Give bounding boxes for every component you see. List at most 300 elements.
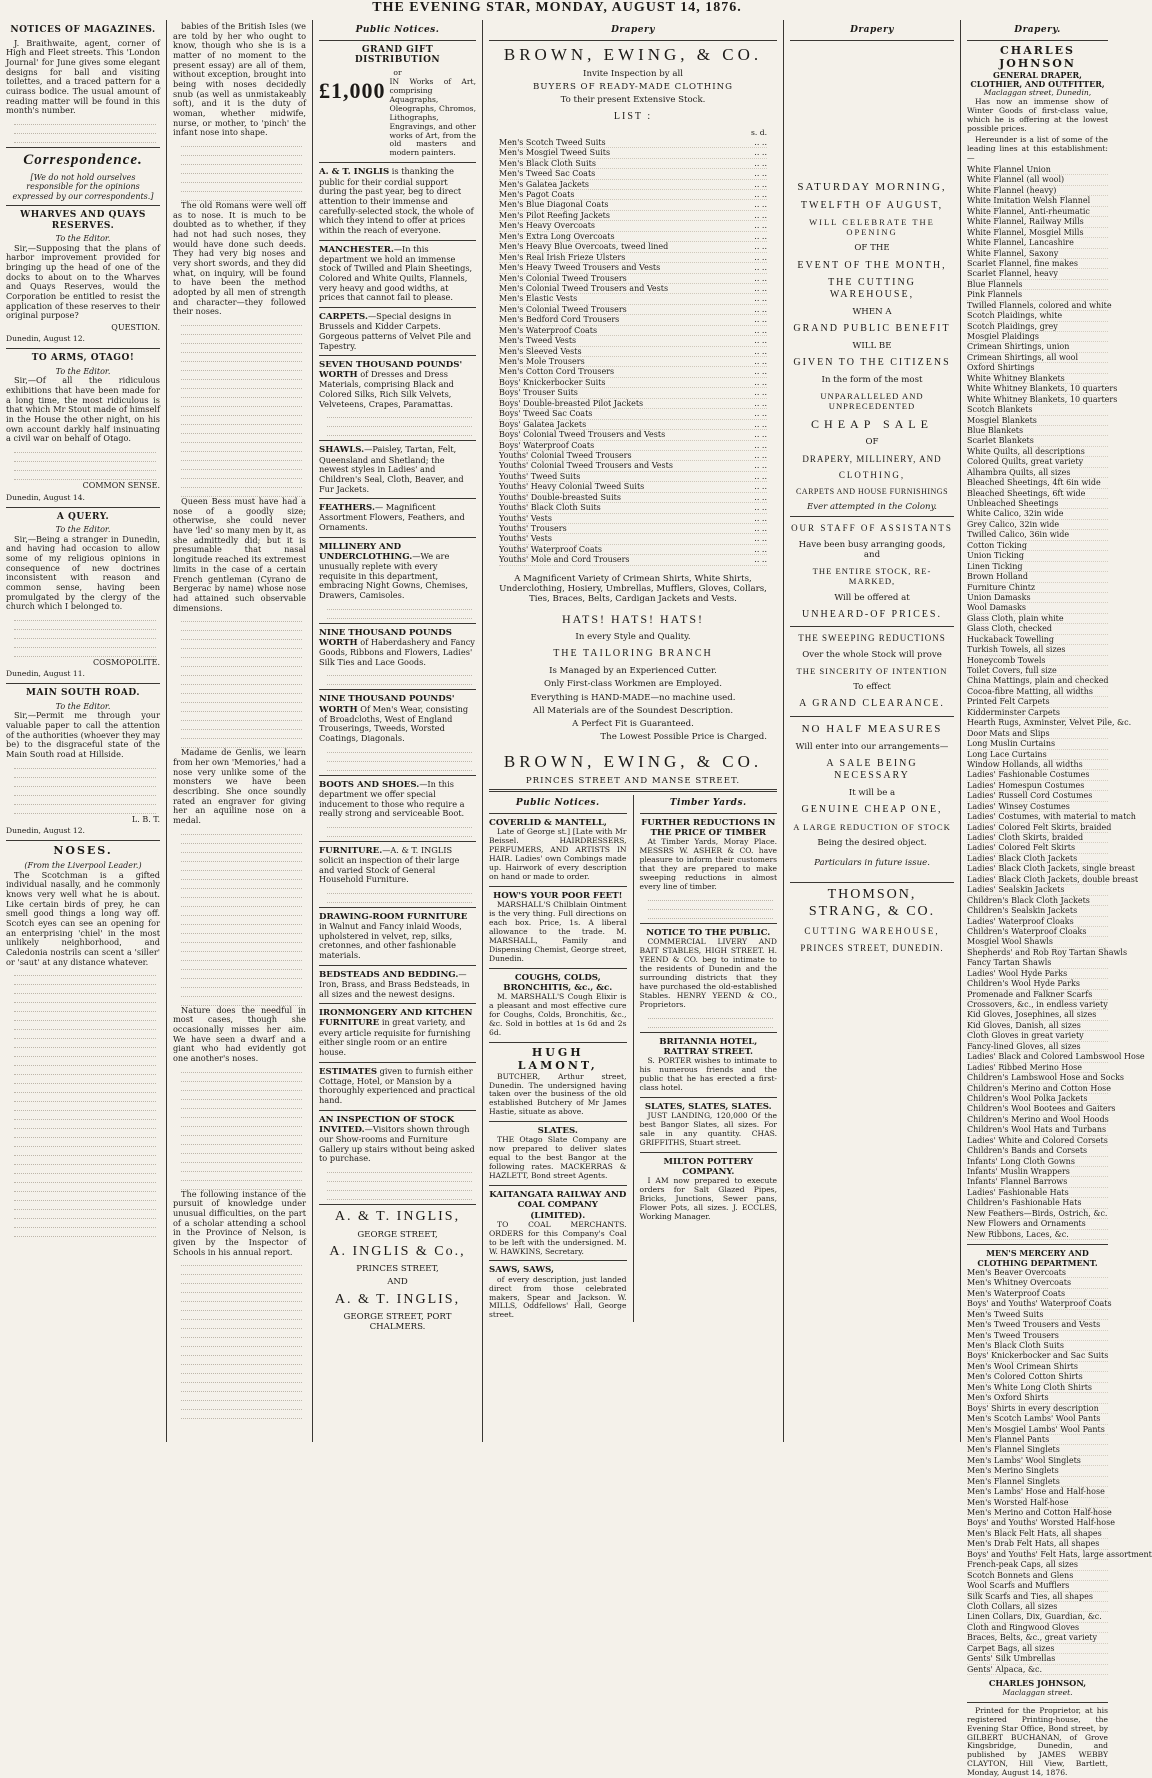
list-item: Children's Wool Polka Jackets: [967, 1094, 1108, 1104]
list-item: Boys' Galatea Jackets .. ..: [499, 419, 767, 429]
list-item: Ladies' Colored Felt Skirts: [967, 843, 1108, 853]
list-item: Men's Flannel Singlets: [967, 1477, 1108, 1487]
section-header: Timber Yards.: [669, 798, 747, 809]
sale-line: THE ENTIRE STOCK, RE-MARKED,: [812, 566, 932, 587]
letter: [6, 210, 160, 344]
list-item: Men's Colonial Tweed Trousers .. ..: [499, 273, 767, 283]
list-item: White Flannel, Anti-rheumatic: [967, 207, 1108, 217]
notice-text: THE Otago Slate Company are now prepared to deliver slates equal to the best Bangor at the following rates. MACKERRAS & HAZLETT, Bond street Agents.: [489, 1135, 627, 1181]
sale-line: OF: [865, 437, 879, 448]
ad-block: [319, 503, 476, 532]
section-header: Drapery: [850, 25, 894, 35]
list-item: Children's Wool Hyde Parks: [967, 979, 1108, 989]
list-item: Glass Cloth, plain white: [967, 614, 1108, 624]
list-item: Union Ticking: [967, 551, 1108, 561]
list-item: Men's Wool Crimean Shirts: [967, 1362, 1108, 1372]
disclaimer: [We do not hold ourselves responsible for the opinions expressed by our correspondents.]: [12, 172, 154, 201]
list-item: Men's Tweed Trousers and Vests: [967, 1320, 1108, 1330]
notice-head: BRITANNIA HOTEL, RATTRAY STREET.: [659, 1036, 758, 1057]
list-item: Men's Black Cloth Suits .. ..: [499, 158, 767, 168]
list-item: Shepherds' and Rob Roy Tartan Shawls: [967, 947, 1128, 957]
list-item: New Flowers and Ornaments: [967, 1219, 1108, 1229]
list-item: Children's Fashionable Hats: [967, 1198, 1108, 1208]
ad-text: —In this department we offer special inducement to those who require a really strong and serviceable Boot.: [319, 778, 465, 819]
list-item: Men's Colonial Tweed Trousers and Vests .. ..: [499, 283, 767, 293]
list-item: Men's Oxford Shirts: [967, 1393, 1108, 1403]
notice-head: HOW'S YOUR POOR FEET!: [493, 890, 623, 901]
list-item: White Flannel, Lancashire: [967, 238, 1108, 248]
list-item: Men's Mosgiel Lambs' Wool Pants: [967, 1425, 1108, 1435]
firm-address: PRINCES STREET AND MANSE STREET.: [525, 776, 741, 787]
tailoring-title: THE TAILORING BRANCH: [553, 648, 713, 660]
list-item: Men's Beaver Overcoats: [967, 1268, 1108, 1278]
article-paragraph: babies of the British Isles (we are told by her who ought to know, though who she is is a matter of no moment to the present essay) are all of them, without exception, brought into being with noses decidedly snub (as well as unmistakeably soft), and it is the duty of woman, whether midwife, nurse, or mother, to 'pinch' the infant nose into shape.: [173, 21, 306, 138]
list-item: Scotch Bonnets and Glens: [967, 1571, 1108, 1581]
list-item: Men's Black Felt Hats, all shapes: [967, 1529, 1108, 1539]
mens-title: MEN'S MERCERY AND CLOTHING DEPARTMENT.: [977, 1248, 1098, 1268]
sale-line: WILL BE: [852, 340, 892, 351]
notice-text: COMMERCIAL LIVERY AND BAIT STABLES, HIGH STREET. H. YEEND & CO. beg to intimate to the residents of Dunedin and the surrounding districts that they have purchased the old-established Stables. HENRY YEEND & CO., Proprietors.: [639, 937, 777, 1009]
list-item: Children's Waterproof Cloaks: [967, 927, 1108, 937]
letter-text: Sir,—Permit me through your valuable paper to call the attention of the authorities (whoever they may be) to the disgraceful state of the Main South road at Hillside.: [6, 710, 160, 760]
sign-inglis-2: A. INGLIS & Co.,: [329, 1243, 466, 1259]
column-6: [961, 20, 1152, 1778]
ad-block: [319, 1067, 476, 1106]
list-item: Gents' Alpaca, &c.: [967, 1665, 1108, 1675]
list-item: Door Mats and Slips: [967, 729, 1108, 739]
notice-head: SAWS, SAWS,: [489, 1265, 554, 1276]
letter-to: To the Editor.: [55, 525, 111, 535]
list-item: Men's Pilot Reefing Jackets .. ..: [499, 210, 767, 220]
sale-line: SATURDAY MORNING,: [797, 180, 947, 193]
letter-signature: COSMOPOLITE.: [92, 657, 160, 667]
list-item: Cloth Gloves in great variety: [967, 1031, 1108, 1041]
list-item: Men's Lambs' Wool Singlets: [967, 1456, 1108, 1466]
sale-line: EVENT OF THE MONTH,: [797, 259, 947, 271]
letter: [6, 512, 160, 680]
list-item: Union Damasks: [967, 593, 1108, 603]
list-currency: s. d.: [751, 127, 767, 137]
list-item: Ladies' Colored Felt Skirts, braided: [967, 822, 1112, 832]
list-item: Ladies' Black Cloth Jackets, single breast: [967, 864, 1135, 874]
ad-head: NINE THOUSAND POUNDS' WORTH: [319, 694, 455, 715]
list-item: Men's Heavy Overcoats .. ..: [499, 221, 767, 231]
ad-head: BOOTS AND SHOES.: [319, 779, 420, 790]
article-paragraph: Queen Bess must have had a nose of a goodly size; otherwise, she could never have 'led' so many men by it, as she admittedly did; but it is presumable that nasal longitude reached its extremest limits in the case of a certain French gentleman (Cyrano de Bergerac by name) whose nose had attained such observable dimensions.: [173, 496, 306, 613]
tailoring-line: The Lowest Possible Price is Charged.: [600, 731, 767, 742]
list-item: White Flannel (all wool): [967, 175, 1108, 185]
letter-signature: QUESTION.: [111, 323, 160, 333]
printer-imprint: Printed for the Proprietor, at his registered Printing-house, the Evening Star Office, Bond street, by GILBERT BUCHANAN, of Grove Kingsbridge, Dunedin, and published by JAMES WEBBY CLAYTON, Hill View, Bartlett, Monday, August 14, 1876.: [967, 1705, 1108, 1778]
list-item: Infants' Flannel Barrows: [967, 1177, 1108, 1187]
list-item: Colored Quilts, great variety: [967, 457, 1108, 467]
list-item: Bleached Sheetings, 4ft 6in wide: [967, 478, 1108, 488]
letter-place: Dunedin, August 14.: [6, 492, 85, 502]
list-item: Fancy Tartan Shawls: [967, 958, 1108, 968]
list-item: Youths' Colonial Tweed Trousers .. ..: [499, 450, 767, 460]
sale-line: In the form of the most: [821, 374, 923, 385]
firm-address: PRINCES STREET, DUNEDIN.: [800, 942, 944, 953]
ad-text: —Paisley, Tartan, Felt, Queensland and Shetland; the newest styles in Ladies' and Children's Seal, Cloth, Beaver, and Fur Jackets.: [319, 444, 464, 494]
sale-line: Ever attempted in the Colony.: [806, 502, 938, 513]
notice-text: TO COAL MERCHANTS. ORDERS for this Company's Coal to be left with the undersigned. M. W. HAWKINS, Secretary.: [489, 1219, 627, 1256]
list-item: Silk Scarfs and Ties, all shapes: [967, 1592, 1108, 1602]
list-item: Boys' Tweed Sac Coats .. ..: [499, 409, 767, 419]
sale-line: THE SWEEPING REDUCTIONS: [798, 633, 946, 644]
ad-block: [319, 1008, 476, 1057]
merchant-intro: Has now an immense show of Winter Goods of first-class value, which he is offering at the lowest possible prices.: [967, 97, 1108, 134]
list-item: Boys' Trouser Suits .. ..: [499, 388, 767, 398]
section-header: Public Notices.: [355, 25, 440, 35]
ad-block: [319, 780, 476, 819]
list-item: Ladies' Costumes, with material to match: [967, 812, 1136, 822]
column-2: [167, 20, 312, 1440]
letter-text: Sir,—Supposing that the plans of harbor improvement provided for bringing up the head of one of the docks to about on to the Wharves and Quays Reserves, would the Corporation be entitled to resist the application of these reserves to their original purpose?: [6, 242, 160, 321]
hats-sub: In every Style and Quality.: [575, 632, 691, 643]
list-item: Men's Lambs' Hose and Half-hose: [967, 1487, 1108, 1497]
magazines-title: NOTICES OF MAGAZINES.: [10, 25, 156, 35]
list-item: Cloth Collars, all sizes: [967, 1602, 1108, 1612]
letter-text: Sir,—Of all the ridiculous exhibitions that have been made for a long time, the most ridiculous is that which Mr Stout made of himself in the House the other night, on his own account darkly half insinuating a civil war on behalf of Otago.: [6, 375, 160, 444]
sale-line: Over the whole Stock will prove: [802, 650, 942, 661]
list-item: Scotch Plaidings, grey: [967, 322, 1108, 332]
list-item: White Flannel (heavy): [967, 186, 1108, 196]
sale-line: A LARGE REDUCTION OF STOCK: [793, 821, 951, 832]
firm-name: BROWN, EWING, & CO.: [503, 44, 763, 64]
list-title: LIST :: [613, 111, 653, 123]
ad-head: SHAWLS.: [319, 445, 365, 456]
sale-line: WILL CELEBRATE THE OPENING: [809, 217, 935, 238]
list-item: Twilled Calico, 36in wide: [967, 530, 1108, 540]
article-paragraph: The old Romans were well off as to nose. It is much to be doubted as to whether, if they had not had such noses, they would have done such deeds. They had very big noses and very short swords, and they did what, on inquiry, will be found to have been the method adopted by all men of strength and character—they followed their noses.: [173, 200, 306, 317]
ad-text: in Walnut and Fancy inlaid Woods, upholstered in velvet, rep, silks, cretonnes, and other fashionable materials.: [319, 921, 462, 961]
list-item: White Calico, 32in wide: [967, 509, 1108, 519]
list-item: Hearth Rugs, Axminster, Velvet Pile, &c.: [967, 718, 1132, 728]
list-item: Pink Flannels: [967, 290, 1108, 300]
letter-text: Sir,—Being a stranger in Dunedin, and having had occasion to allow some of my religious opinions in consequence of new doctrines inconsistent with reason and common sense, having been promulgated by the clergy of the church which I belonged to.: [6, 533, 160, 612]
list-item: Scotch Plaidings, white: [967, 311, 1108, 321]
ad-head: FURNITURE.: [319, 845, 383, 856]
notice-head: SLATES.: [537, 1126, 578, 1137]
section-header: Drapery: [611, 25, 655, 35]
ad-text: Of Men's Wear, consisting of Broadcloths, West of England Trouserings, Tweeds, Worsted Coatings, Diagonals.: [319, 703, 469, 744]
list-item: White Quilts, all descriptions: [967, 447, 1108, 457]
sale-line: Will enter into our arrangements—: [795, 742, 949, 753]
letter-place: Dunedin, August 11.: [6, 669, 85, 679]
list-item: Bleached Sheetings, 6ft wide: [967, 489, 1108, 499]
notice-text: JUST LANDING, 120,000 Of the best Bangor Slates, all sizes. For sale in any quantity. CHAS. GRIFFITHS, Stuart street.: [639, 1110, 777, 1147]
notice-text: I AM now prepared to execute orders for Salt Glazed Pipes, Bricks, Junctions, Sewer pans, Flower Pots, all sizes. J. ECCLES, Working Manager.: [639, 1176, 777, 1221]
sale-line: OUR STAFF OF ASSISTANTS: [791, 523, 953, 534]
ad-head: AN INSPECTION OF STOCK INVITED.: [319, 1114, 455, 1135]
ad-head: FEATHERS.: [319, 503, 375, 514]
column-1: [0, 20, 166, 1440]
invite-line: Invite Inspection by all: [583, 68, 683, 79]
list-item: Scarlet Flannel, heavy: [967, 269, 1108, 279]
gift-text: IN Works of Art, comprising Aquagraphs, Oleographs, Chromos, Lithographs, Engravings, and other works of Art, from the old masters and modern painters.: [389, 76, 476, 158]
ad-block: [319, 912, 476, 961]
sale-line: A GRAND CLEARANCE.: [799, 698, 945, 710]
list-item: Cocoa-fibre Matting, all widths: [967, 687, 1108, 697]
sale-line: GENUINE CHEAP ONE,: [801, 804, 943, 816]
merchant-signature: CHARLES JOHNSON,: [988, 1678, 1087, 1689]
ad-block: [319, 970, 476, 999]
list-item: Ladies' Fashionable Hats: [967, 1188, 1108, 1198]
tailoring-line: Only First-class Workmen are Employed.: [543, 679, 723, 690]
list-item: Printed Felt Carpets: [967, 697, 1108, 707]
list-item: White Flannel Union: [967, 165, 1108, 175]
ad-block: [319, 312, 476, 351]
list-item: Men's Scotch Lambs' Wool Pants: [967, 1414, 1108, 1424]
public-notices-right: [640, 795, 778, 1322]
ad-text: given to furnish either Cottage, Hotel, or Mansion by a thoroughly experienced and practical hand.: [319, 1065, 476, 1106]
sale-line: Being the desired object.: [817, 838, 927, 849]
ad-text: — Iron, Brass, and Brass Bedsteads, in all sizes and the newest designs.: [319, 968, 470, 999]
list-item: Mosgiel Wool Shawls: [967, 937, 1108, 947]
list-item: Carpet Bags, all sizes: [967, 1644, 1108, 1654]
list-item: Men's Colonial Tweed Trousers .. ..: [499, 304, 767, 314]
letter-place: Dunedin, August 12.: [6, 334, 85, 344]
list-item: Ladies' Waterproof Cloaks: [967, 917, 1108, 927]
merchant-address: Maclaggan street, Dunedin,: [983, 88, 1092, 98]
letter-title: A QUERY.: [56, 511, 110, 522]
letter-title: TO ARMS, OTAGO!: [31, 353, 135, 364]
list-item: Men's Mole Trousers .. ..: [499, 357, 767, 367]
list-item: Children's Lambswool Hose and Socks: [967, 1073, 1125, 1083]
list-item: Linen Ticking: [967, 562, 1108, 572]
list-item: Boys' Shirts in every description: [967, 1404, 1108, 1414]
ad-head: A. & T. INGLIS: [319, 167, 390, 178]
list-item: Blue Flannels: [967, 280, 1108, 290]
list-item: White Whitney Blankets: [967, 374, 1108, 384]
list-item: Scarlet Blankets: [967, 436, 1108, 446]
list-item: Men's Blue Diagonal Coats .. ..: [499, 200, 767, 210]
list-item: Men's Real Irish Frieze Ulsters .. ..: [499, 252, 767, 262]
firm-sub: CUTTING WAREHOUSE,: [804, 926, 940, 937]
notice-head: KAITANGATA RAILWAY AND COAL COMPANY (LIMITED).: [489, 1190, 627, 1221]
ad-block: [319, 445, 476, 494]
list-item: Ladies' Black Cloth Jackets: [967, 854, 1108, 864]
sale-line: NO HALF MEASURES: [801, 723, 943, 736]
sign-inglis-1-street: GEORGE STREET,: [357, 1229, 438, 1240]
gift-amount: £1,000: [319, 77, 386, 103]
list-item: Mosgiel Plaidings: [967, 332, 1108, 342]
list-item: Ladies' Black and Colored Lambswool Hose: [967, 1052, 1145, 1062]
ad-head: IRONMONGERY AND KITCHEN FURNITURE: [319, 1008, 473, 1029]
sale-line: Particulars in future issue.: [814, 858, 930, 869]
sale-line: OF THE: [854, 243, 890, 254]
sign-and: AND: [387, 1277, 408, 1288]
sale-line: CARPETS AND HOUSE FURNISHINGS: [795, 486, 949, 496]
list-item: Ladies' Ribbed Merino Hose: [967, 1063, 1108, 1073]
variety-line: A Magnificent Variety of Crimean Shirts, White Shirts, Underclothing, Hosiery, Umbrellas, Mufflers, Gloves, Collars, Ties, Braces, Belts, Cardigan Jackets and Vests.: [499, 573, 767, 605]
ad-text: —In this department we hold an immense stock of Twilled and Plain Sheetings, Colored and White Quilts, Flannels, very heavy and good widths, at prices that cannot fail to please.: [319, 243, 473, 303]
sign-inglis-2-street: PRINCES STREET,: [356, 1264, 439, 1275]
list-item: Furniture Chintz: [967, 583, 1108, 593]
ad-block: [319, 628, 476, 668]
list-item: Crossovers, &c., in endless variety: [967, 1000, 1108, 1010]
list-item: Men's Merino and Cotton Half-hose: [967, 1508, 1112, 1518]
list-item: Men's Heavy Blue Overcoats, tweed lined .. ..: [499, 242, 767, 252]
ad-block: [319, 694, 476, 743]
firm-name: THOMSON, STRANG, & CO.: [808, 887, 936, 919]
ad-head: MANCHESTER.: [319, 244, 394, 255]
list-item: Kid Gloves, Josephines, all sizes: [967, 1010, 1108, 1020]
list-item: Ladies' White and Colored Corsets: [967, 1135, 1108, 1145]
list-item: White Whitney Blankets, 10 quarters: [967, 384, 1118, 394]
notice-head: COVERLID & MANTELL,: [489, 817, 607, 828]
ad-text: of Dresses and Dress Materials, comprising Black and Colored Silks, Rich Silk Velvets, Velveteens, Crapes, Paramattas.: [319, 369, 454, 409]
sale-line: THE CUTTING WAREHOUSE,: [828, 277, 916, 301]
list-item: Men's Heavy Tweed Trousers and Vests .. ..: [499, 263, 767, 273]
list-item: Men's Tweed Suits: [967, 1310, 1108, 1320]
list-item: Long Lace Curtains: [967, 750, 1108, 760]
letter-to: To the Editor.: [55, 367, 111, 377]
list-item: Children's Black Cloth Jackets: [967, 896, 1108, 906]
sale-line: DRAPERY, MILLINERY, AND: [802, 453, 942, 464]
notice-head: MILTON POTTERY COMPANY.: [663, 1156, 754, 1177]
notice-head: HUGH LAMONT,: [517, 1045, 598, 1072]
list-item: Fancy-lined Gloves, all sizes: [967, 1042, 1108, 1052]
list-item: Ladies' Black Cloth Jackets, double breast: [967, 874, 1139, 884]
list-item: Youths' Heavy Colonial Tweed Suits .. ..: [499, 482, 767, 492]
list-item: Children's Merino and Wool Hoods: [967, 1114, 1109, 1124]
list-item: Cloth and Ringwood Gloves: [967, 1623, 1108, 1633]
list-item: Window Hollands, all widths: [967, 760, 1108, 770]
list-item: Mosgiel Blankets: [967, 416, 1108, 426]
mens-list: [967, 1267, 1152, 1675]
noses-title: NOSES.: [53, 844, 113, 858]
public-notices-left: [489, 795, 627, 1322]
firm-name-2: BROWN, EWING, & CO.: [503, 752, 763, 772]
ad-text: —Special designs in Brussels and Kidder Carpets. Gorgeous patterns of Velvet Pile and Tapestry.: [319, 311, 472, 351]
list-item: Children's Merino and Cotton Hose: [967, 1083, 1111, 1093]
sale-line: GRAND PUBLIC BENEFIT: [793, 323, 951, 335]
sign-inglis-3: A. & T. INGLIS,: [334, 1291, 461, 1307]
list-item: Ladies' Winsey Costumes: [967, 802, 1108, 812]
list-item: Youths' Black Cloth Suits .. ..: [499, 503, 767, 513]
list-item: Linen Collars, Dix, Guardian, &c.: [967, 1612, 1108, 1622]
list-item: Men's Cotton Cord Trousers .. ..: [499, 367, 767, 377]
list-item: Men's Colored Cotton Shirts: [967, 1372, 1108, 1382]
list-item: Kid Gloves, Danish, all sizes: [967, 1021, 1108, 1031]
clothing-list: [499, 138, 767, 566]
article-paragraph: Madame de Genlis, we learn from her own 'Memories,' had a nose very unlike some of the monsters we have been describing. She once soundly rated an engraver for giving her an aquiline nose on a medal.: [173, 747, 306, 825]
notice-text: of every description, just landed direct from those celebrated makers, Spear and Jackson. W. MILLS, Oddfellows' Hall, George street.: [489, 1274, 627, 1320]
list-item: White Imitation Welsh Flannel: [967, 196, 1108, 206]
ad-head: BEDSTEADS AND BEDDING.: [319, 969, 459, 980]
notice-head: SLATES, SLATES, SLATES.: [644, 1101, 772, 1112]
list-item: Ladies' Wool Hyde Parks: [967, 969, 1108, 979]
list-item: Men's Galatea Jackets .. ..: [499, 179, 767, 189]
list-item: Toilet Covers, full size: [967, 666, 1108, 676]
ad-block: [319, 1115, 476, 1164]
list-item: Children's Bands and Corsets: [967, 1146, 1108, 1156]
list-item: Men's Merino Singlets: [967, 1466, 1108, 1476]
list-item: Unbleached Sheetings: [967, 499, 1108, 509]
list-item: Ladies' Fashionable Costumes: [967, 770, 1108, 780]
letter-signature: L. B. T.: [131, 814, 160, 824]
list-item: Youths' Tweed Suits .. ..: [499, 471, 767, 481]
list-item: Twilled Flannels, colored and white: [967, 300, 1112, 310]
tailoring-line: Is Managed by an Experienced Cutter.: [549, 666, 717, 677]
list-item: Long Muslin Curtains: [967, 739, 1108, 749]
list-item: Boys' and Youths' Waterproof Coats: [967, 1299, 1112, 1309]
notice-head: COUGHS, COLDS, BRONCHITIS, &c., &c.: [503, 972, 613, 993]
list-item: Alhambra Quilts, all sizes: [967, 468, 1108, 478]
list-item: Men's Black Cloth Suits: [967, 1341, 1108, 1351]
list-item: Men's Tweed Trousers: [967, 1331, 1108, 1341]
list-item: Youths' Double-breasted Suits .. ..: [499, 492, 767, 502]
list-item: Men's Flannel Singlets: [967, 1445, 1108, 1455]
list-item: French-peak Caps, all sizes: [967, 1560, 1108, 1570]
list-item: Boys' Knickerbocker and Sac Suits: [967, 1351, 1109, 1361]
list-item: Youths' Vests .. ..: [499, 513, 767, 523]
list-item: Ladies' Cloth Skirts, braided: [967, 833, 1108, 843]
notice-head: FURTHER REDUCTIONS IN THE PRICE OF TIMBER: [641, 817, 776, 839]
sale-line: Will be offered at: [834, 592, 910, 603]
sale-line: It will be a: [848, 787, 896, 798]
noses-text: The Scotchman is a gifted individual nasally, and he commonly knows very well what he is about. Like certain birds of prey, he can smell good things a long way off. Scotch eyes can see an opening for an enterprising 'chiel' in the most unlikely neighborhood, and Caledonia nostrils can scent a 'siller' or 'saut' at any distance whatever.: [6, 869, 160, 967]
ad-text: is thanking the public for their cordial support during the past year, beg to direct attention to their immense and carefully-selected stock, the whole of which they intend to offer at prices within the reach of everyone.: [319, 166, 474, 235]
list-item: Men's Extra Long Overcoats .. ..: [499, 231, 767, 241]
ad-head: CARPETS.: [319, 312, 368, 323]
drapery-list: [967, 165, 1145, 1240]
tailoring-line: All Materials are of the Soundest Description.: [532, 705, 734, 716]
notice-text: BUTCHER, Arthur street, Dunedin. The undersigned having taken over the business of the old established Butchery of Mr James Hastie, situate as above.: [489, 1071, 627, 1117]
sale-line: A SALE BEING NECESSARY: [826, 758, 918, 782]
ad-head: DRAWING-ROOM FURNITURE: [319, 912, 468, 922]
letter: [6, 688, 160, 836]
list-item: Brown Holland: [967, 572, 1108, 582]
list-item: Honeycomb Towels: [967, 656, 1108, 666]
masthead: THE EVENING STAR, MONDAY, AUGUST 14, 1876.: [372, 0, 742, 15]
list-item: Youths' Mole and Cord Trousers .. ..: [499, 555, 767, 565]
list-item: Men's Scotch Tweed Suits .. ..: [499, 137, 767, 147]
list-item: Men's Worsted Half-hose: [967, 1498, 1108, 1508]
list-item: White Flannel, Saxony: [967, 249, 1108, 259]
sale-line: To effect: [853, 682, 891, 693]
list-item: Turkish Towels, all sizes: [967, 645, 1108, 655]
sign-inglis-3-street: GEORGE STREET, PORT CHALMERS.: [343, 1312, 452, 1333]
list-item: Infants' Muslin Wrappers: [967, 1167, 1108, 1177]
list-item: Cotton Ticking: [967, 541, 1108, 551]
notice-head: NOTICE TO THE PUBLIC.: [646, 927, 771, 938]
ad-text: —A. & T. INGLIS solicit an inspection of their large and varied Stock of General Household Furniture.: [319, 844, 460, 885]
list-item: Oxford Shirtings: [967, 363, 1108, 373]
list-item: White Flannel, Mosgiel Mills: [967, 228, 1108, 238]
list-item: Youths' Vests .. ..: [499, 534, 767, 544]
list-item: Scotch Blankets: [967, 405, 1108, 415]
ad-block: [319, 542, 476, 601]
stock-line: To their present Extensive Stock.: [560, 94, 706, 105]
list-item: Men's Waterproof Coats .. ..: [499, 325, 767, 335]
sale-line: UNHEARD-OF PRICES.: [802, 608, 942, 620]
list-item: White Flannel, Railway Mills: [967, 217, 1108, 227]
notice-text: M. MARSHALL'S Cough Elixir is a pleasant and most effective cure for Coughs, Colds, Bronchitis, &c., &c. Sold in bottles at 1s 6d and 2s 6d.: [489, 991, 627, 1037]
ad-head: MILLINERY AND UNDERCLOTHING.: [319, 541, 413, 562]
list-item: Wool Damasks: [967, 603, 1108, 613]
list-item: Men's Whitney Overcoats: [967, 1278, 1108, 1288]
letter-place: Dunedin, August 12.: [6, 826, 85, 836]
column-4: [483, 20, 783, 1440]
list-item: Men's Flannel Pants: [967, 1435, 1108, 1445]
list-item: Youths' Waterproof Coats .. ..: [499, 544, 767, 554]
merchant-name: CHARLES JOHNSON: [999, 43, 1076, 70]
letter-title: WHARVES AND QUAYS RESERVES.: [20, 209, 146, 231]
column-5: [784, 20, 960, 1440]
list-item: Men's Bedford Cord Trousers .. ..: [499, 315, 767, 325]
